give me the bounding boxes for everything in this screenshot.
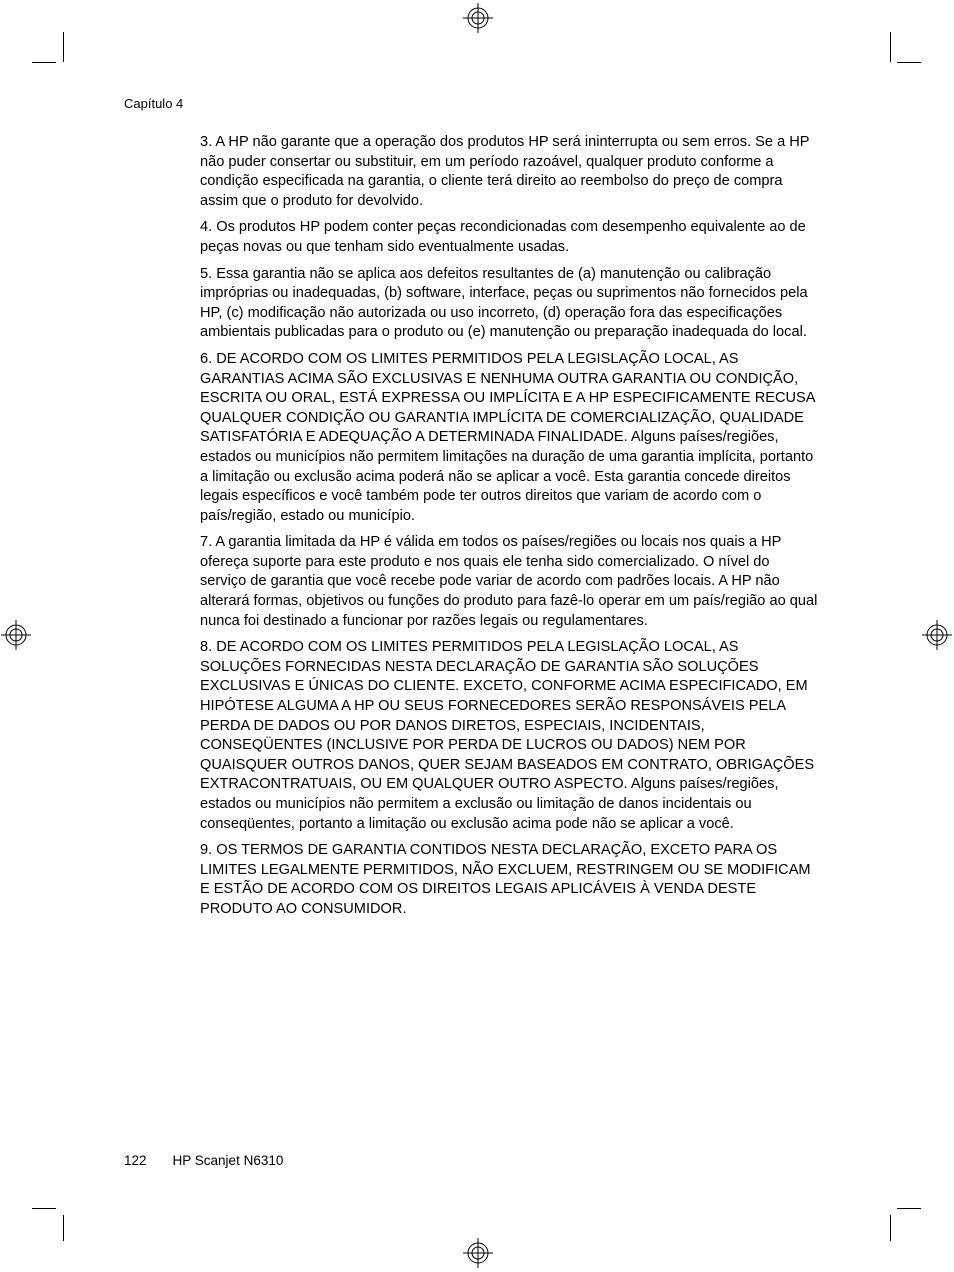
registration-target-icon [1, 620, 31, 650]
paragraph-3: 3. A HP não garante que a operação dos produtos HP será ininterrupta ou sem erros. Se a HP não puder consertar ou substituir, em um período razoável, qualquer produto conforme a condição especificada na garantia, o cliente terá direito ao reembolso do preço de compra assim que o produto for devolvido. [200, 134, 810, 209]
crop-mark-bottom-left-v [63, 1215, 64, 1241]
paragraph-4: 4. Os produtos HP podem conter peças recondicionadas com desempenho equivalente ao de peças novas ou que tenham sido eventualmente usadas. [200, 219, 806, 255]
crop-mark-top-left-v [63, 32, 64, 62]
crop-mark-bottom-right-h [897, 1208, 921, 1209]
registration-target-icon [922, 620, 952, 650]
crop-mark-top-left-h [32, 62, 56, 63]
crop-mark-top-right-h [897, 62, 921, 63]
warranty-text [200, 133, 818, 927]
paragraph-5: 5. Essa garantia não se aplica aos defeitos resultantes de (a) manutenção ou calibração impróprias ou inadequadas, (b) software, interface, peças ou suprimentos não fornecidos pela HP, (c) modificação não autorizada ou uso incorreto, (d) operação fora das especificações ambientais publicadas para o produto ou (e) manutenção ou preparação inadequada do local. [200, 265, 808, 341]
product-name: HP Scanjet N6310 [172, 1153, 284, 1168]
crop-mark-bottom-right-v [890, 1215, 891, 1241]
page-footer [124, 1153, 283, 1168]
paragraph-7: 7. A garantia limitada da HP é válida em todos os países/regiões ou locais nos quais a HP ofereça suporte para este produto e nos quais ele tenha sido comercializado. O nível do serviço de garantia que você recebe pode variar de acordo com padrões locais. A HP não alterará formas, objetivos ou funções do produto para fazê-lo operar em um país/região ao qual nunca foi destinado a funcionar por razões legais ou regulamentares. [200, 534, 818, 629]
paragraph-9: 9. OS TERMOS DE GARANTIA CONTIDOS NESTA DECLARAÇÃO, EXCETO PARA OS LIMITES LEGALMENTE PERMITIDOS, NÃO EXCLUEM, RESTRINGEM OU SE MODIFICAM E ESTÃO DE ACORDO COM OS DIREITOS LEGAIS APLICÁVEIS À VENDA DESTE PRODUTO AO CONSUMIDOR. [200, 842, 811, 917]
paragraph-6: 6. DE ACORDO COM OS LIMITES PERMITIDOS PELA LEGISLAÇÃO LOCAL, AS GARANTIAS ACIMA SÃO EXCLUSIVAS E NENHUMA OUTRA GARANTIA OU CONDIÇÃO, ESCRITA OU ORAL, ESTÁ EXPRESSA OU IMPLÍCITA E A HP ESPECIFICAMENTE RECUSA QUALQUER CONDIÇÃO OU GARANTIA IMPLÍCITA DE COMERCIALIZAÇÃO, QUALIDADE SATISFATÓRIA E ADEQUAÇÃO A DETERMINADA FINALIDADE. Alguns países/regiões, estados ou municípios não permitem limitações na duração de uma garantia implícita, portanto a limitação ou exclusão acima poderá não se aplicar a você. Esta garantia concede direitos legais específicos e você também pode ter outros direitos que variam de acordo com o país/região, estado ou município. [200, 350, 815, 524]
registration-target-icon [463, 3, 493, 33]
paragraph-8: 8. DE ACORDO COM OS LIMITES PERMITIDOS PELA LEGISLAÇÃO LOCAL, AS SOLUÇÕES FORNECIDAS NESTA DECLARAÇÃO DE GARANTIA SÃO SOLUÇÕES EXCLUSIVAS E ÚNICAS DO CLIENTE. EXCETO, CONFORME ACIMA ESPECIFICADO, EM HIPÓTESE ALGUMA A HP OU SEUS FORNECEDORES SERÃO RESPONSÁVEIS PELA PERDA DE DADOS OU POR DANOS DIRETOS, ESPECIAIS, INCIDENTAIS, CONSEQÜENTES (INCLUSIVE POR PERDA DE LUCROS OU DADOS) NEM POR QUAISQUER OUTROS DANOS, QUER SEJAM BASEADOS EM CONTRATO, OBRIGAÇÕES EXTRACONTRATUAIS, OU EM QUALQUER OUTRO ASPECTO. Alguns países/regiões, estados ou municípios não permitem a exclusão ou limitação de danos incidentais ou conseqüentes, portanto a limitação ou exclusão acima pode não se aplicar a você. [200, 639, 815, 832]
registration-target-icon [463, 1238, 493, 1268]
page-number: 122 [124, 1153, 147, 1168]
crop-mark-top-right-v [890, 32, 891, 62]
crop-mark-bottom-left-h [32, 1208, 56, 1209]
running-head: Capítulo 4 [124, 96, 184, 111]
